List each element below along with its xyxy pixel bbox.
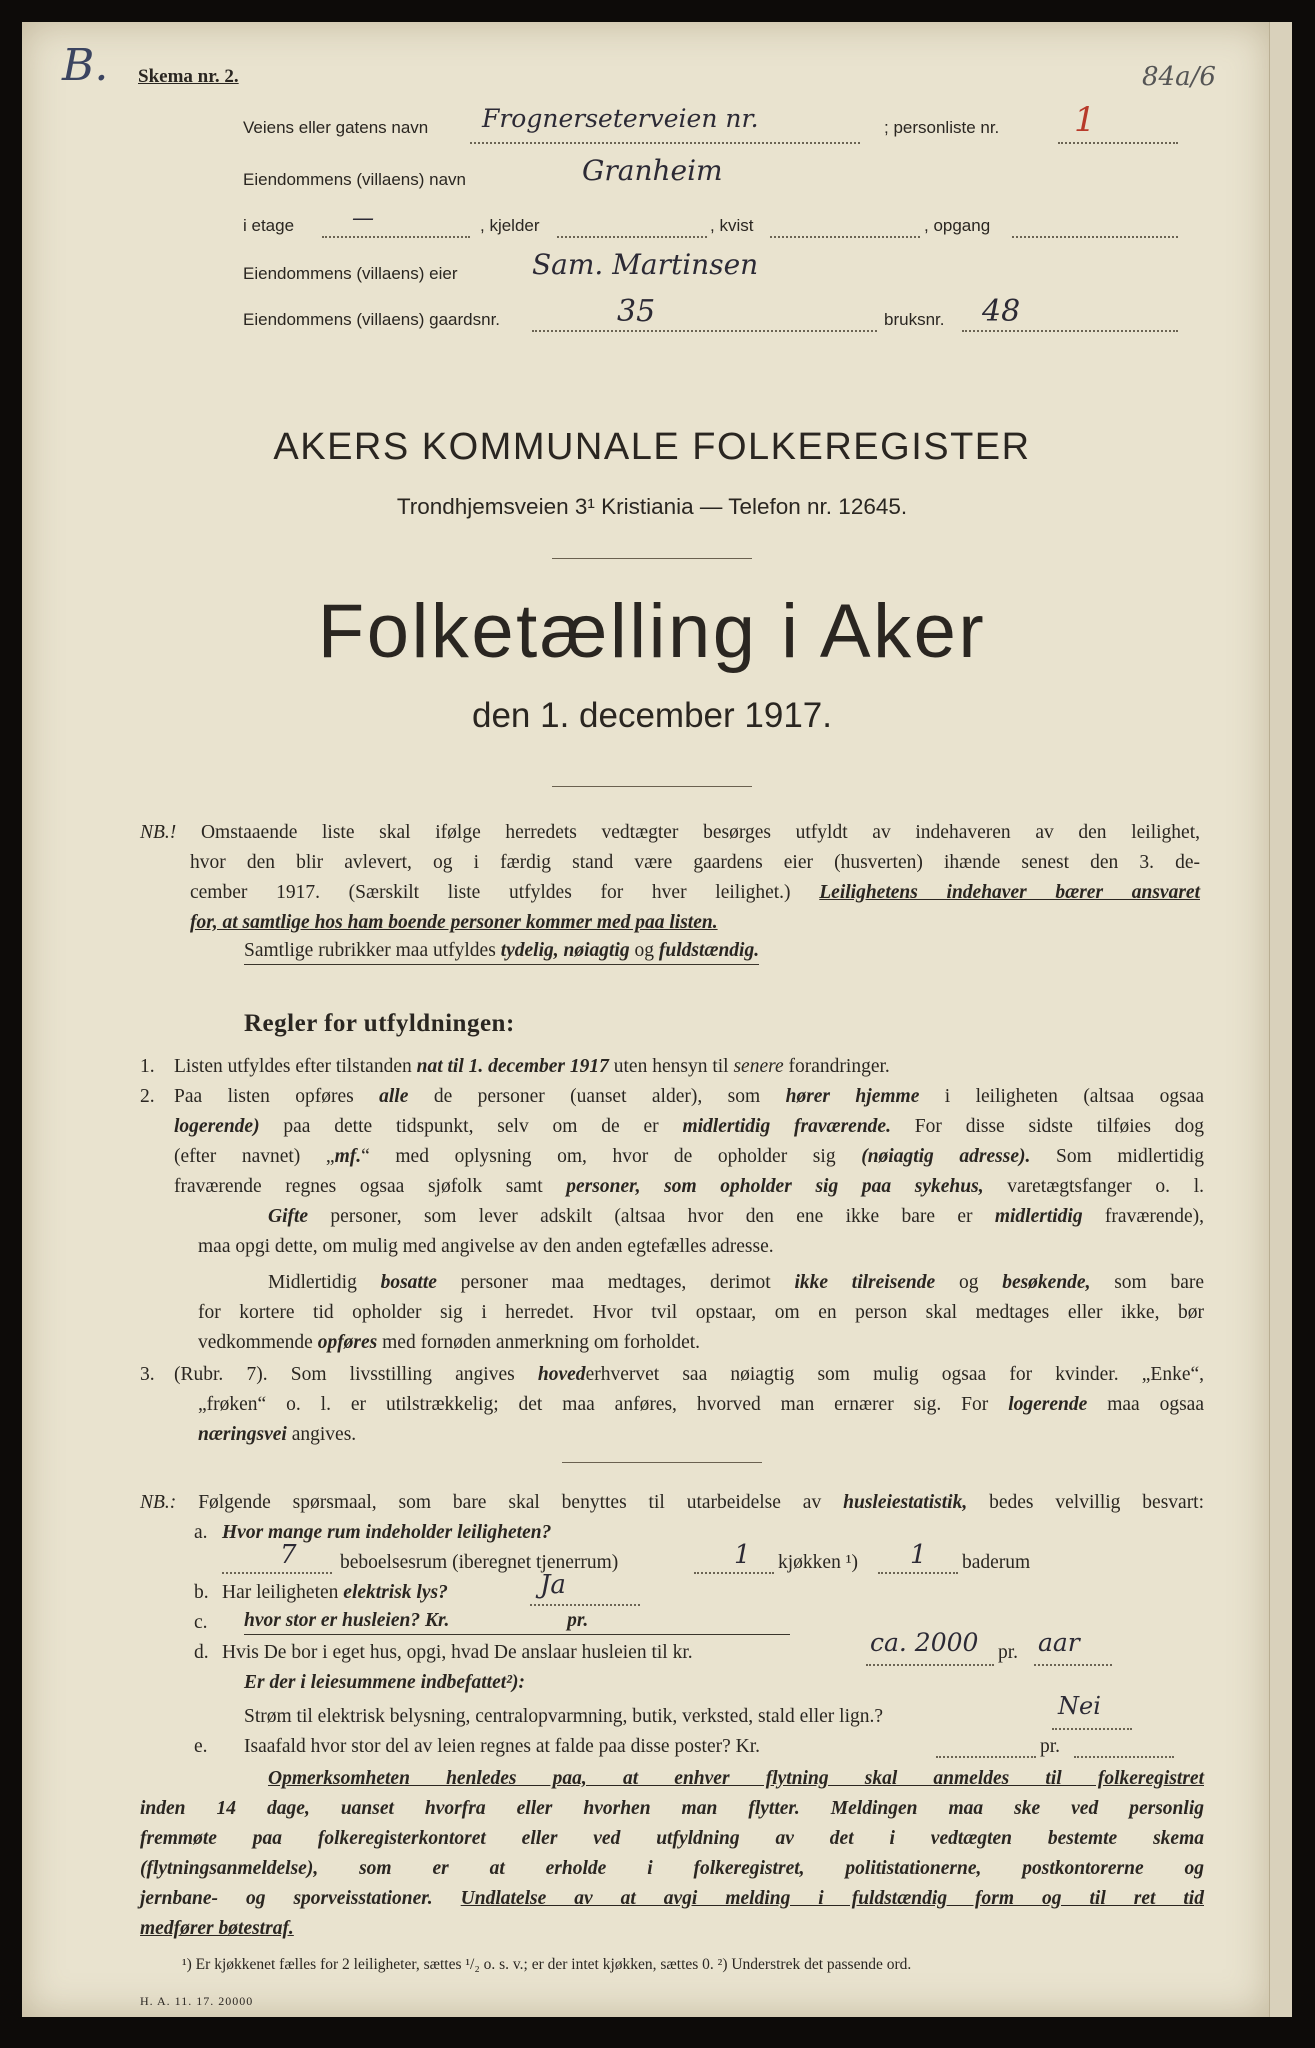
kvist-line [770, 236, 920, 238]
organization-address: Trondhjemsveien 3¹ Kristiania — Telefon nr. 12645. [396, 494, 908, 519]
property-name-label: Eiendommens (villaens) navn [243, 170, 466, 189]
q-a-label: a. [194, 1522, 208, 1543]
notice-text-5b: Undlatelse av at avgi melding i fuldstændig form og til ret tid [460, 1888, 1204, 1909]
census-date: den 1. december 1917. [472, 696, 832, 735]
rooms-label: beboelsesrum (iberegnet tjenerrum) [340, 1552, 619, 1573]
r2-l7e: og [958, 1272, 979, 1293]
r2-l9a: vedkommende [198, 1332, 313, 1353]
q-d-pr: pr. [998, 1642, 1019, 1663]
nb1-text-5d: fuldstændig. [658, 940, 760, 961]
r2-l9b: opføres [317, 1332, 378, 1353]
rule-1-text-b: nat til 1. december 1917 [416, 1056, 609, 1077]
kjelder-label: , kjelder [480, 216, 540, 235]
rule-1 [174, 1052, 890, 1082]
main-title: Folketælling i Aker [317, 589, 987, 674]
divider-3 [562, 1462, 762, 1463]
bath-label: baderum [962, 1552, 1031, 1573]
r2-l7a: Midlertidig [268, 1272, 357, 1293]
r2-l2c: midlertidig fraværende. [682, 1116, 891, 1137]
rule-1-text-e: forandringer. [788, 1056, 890, 1077]
nb1-text-3a: cember 1917. (Særskilt liste utfyldes for hver leilighet.) [190, 882, 791, 903]
nb2-intro-b: husleiestatistik, [843, 1492, 968, 1513]
footnote: ¹) Er kjøkkenet fælles for 2 leiligheter, sættes ¹/₂ o. s. v.; er der intet kjøkken, sættes 0. ²) Understrek det passende ord. [182, 1956, 912, 1973]
r2-l4b: personer, som opholder sig paa sykehus, [566, 1176, 984, 1197]
skema-number: Skema nr. 2. [138, 66, 239, 87]
bruksnr-value: 48 [982, 294, 1021, 329]
nb1-lead: NB.! [140, 822, 177, 843]
bruksnr-label: bruksnr. [884, 310, 945, 329]
r2-l1e: i leiligheten (altsaa ogsaa [944, 1086, 1205, 1107]
divider-1 [552, 558, 752, 559]
nb1-line-4: for, at samtlige hos ham boende personer kommer med paa listen. [190, 912, 718, 933]
q-b-text-b: elektrisk lys? [343, 1582, 448, 1603]
r2-l4a: fraværende regnes ogsaa sjøfolk samt [174, 1176, 543, 1197]
r2-l2d: For disse sidste tilføies dog [914, 1116, 1204, 1137]
r3-l1b: hoved [537, 1364, 586, 1385]
q-d-label: d. [194, 1642, 209, 1663]
q-e-period-line [1074, 1756, 1174, 1758]
q-c-text-a: hvor stor er husleien? [244, 1610, 421, 1631]
q-e-amount-line [936, 1756, 1036, 1758]
nb1-line-1 [140, 818, 1200, 848]
rule-2-line-8: for kortere tid opholder sig i herredet. Hvor tvil opstaar, om en person skal medtages eller ikke, bør [198, 1302, 1204, 1323]
bruksnr-line [962, 330, 1178, 332]
nb1-responsibility: Leilighetens indehaver bærer ansvaret [819, 882, 1200, 903]
notice-text-1: Opmerksomheten henledes paa, at enhver flytning skal anmeldes til folkeregistret [268, 1768, 1204, 1789]
owner-label: Eiendommens (villaens) eier [243, 264, 458, 283]
q-e-pr: pr. [1040, 1736, 1061, 1757]
etage-value: — [352, 206, 374, 231]
print-code: H. A. 11. 17. 20000 [140, 1994, 254, 2008]
q-d-question: Hvis De bor i eget hus, opgi, hvad De anslaar husleien til kr. [222, 1642, 693, 1663]
personliste-label: ; personliste nr. [884, 118, 1000, 137]
rule-3-number: 3. [140, 1364, 155, 1385]
q-e-label: e. [194, 1736, 208, 1757]
nb1-text-5a: Samtlige rubrikker maa utfyldes [244, 940, 496, 961]
etage-label: i etage [243, 216, 295, 235]
notice-line-2: inden 14 dage, uanset hvorfra eller hvorhen man flytter. Meldingen maa ske ved personlig [140, 1798, 1204, 1819]
r3-l2b: logerende [1008, 1394, 1088, 1415]
rule-2-line-4 [174, 1172, 1204, 1202]
q-c-label: c. [194, 1612, 208, 1633]
r2-l5d: fraværende), [1104, 1206, 1204, 1227]
kitchen-label: kjøkken ¹) [778, 1552, 859, 1573]
r2-l1c: de personer (uanset alder), som [433, 1086, 761, 1107]
bath-line [878, 1572, 958, 1574]
divider-2 [552, 786, 752, 787]
rent-period-line [1034, 1664, 1112, 1666]
rule-2-line-2 [174, 1112, 1204, 1142]
rule-2-line-3 [174, 1142, 1204, 1172]
rule-3-line-1 [174, 1360, 1204, 1390]
kjelder-line [557, 236, 707, 238]
rent-period-value: aar [1038, 1628, 1080, 1657]
page-edge [1269, 22, 1292, 2017]
r2-l3e: Som midlertidig [1055, 1146, 1205, 1167]
r2-l3b: mf. [334, 1146, 362, 1167]
r2-l5c: midlertidig [994, 1206, 1083, 1227]
rule-2-line-7 [268, 1268, 1204, 1298]
rooms-line [222, 1572, 332, 1574]
etage-line [322, 236, 470, 238]
r2-l7g: som bare [1114, 1272, 1205, 1293]
estimated-rent-line [866, 1664, 994, 1666]
r2-l4c: varetægtsfanger o. l. [1007, 1176, 1204, 1197]
q-b-label: b. [194, 1582, 209, 1603]
rule-1-text-a: Listen utfyldes efter tilstanden [174, 1056, 412, 1077]
gaardsnr-label: Eiendommens (villaens) gaardsnr. [243, 310, 501, 329]
rule-2-line-9 [198, 1328, 700, 1358]
r3-l3a: næringsvei [198, 1424, 287, 1445]
notice-line-5 [140, 1884, 1204, 1914]
electric-light-line [530, 1604, 640, 1606]
estimated-rent-value: ca. 2000 [870, 1628, 979, 1657]
rule-3-line-3 [198, 1420, 356, 1450]
nb1-text-5c: og [634, 940, 654, 961]
rule-2-line-1 [174, 1082, 1204, 1112]
rule-3-line-2 [198, 1390, 1204, 1420]
r2-l1d: hører hjemme [785, 1086, 920, 1107]
rule-1-number: 1. [140, 1056, 155, 1077]
r2-l7b: bosatte [380, 1272, 437, 1293]
r2-l5b: personer, som lever adskilt (altsaa hvor den ene ikke bare er [330, 1206, 973, 1227]
nb2-intro-c: bedes velvillig besvart: [989, 1492, 1205, 1513]
nb1-text-5b: tydelig, nøiagtig [500, 940, 630, 961]
r3-l2c: maa ogsaa [1107, 1394, 1204, 1415]
q-c-text-c: pr. [567, 1610, 589, 1631]
nb1-line-5 [244, 938, 759, 965]
nb1-line-2: hvor den blir avlevert, og i færdig stand være gaardens eier (husverten) ihænde senest den 3. de- [190, 852, 1200, 873]
kitchen-line [694, 1572, 774, 1574]
kvist-label: , kvist [710, 216, 754, 235]
r2-l3a: (efter navnet) „ [174, 1146, 335, 1167]
gaardsnr-line [532, 330, 877, 332]
kitchen-value: 1 [734, 1540, 751, 1570]
census-form-page [22, 22, 1270, 2017]
organization-title: AKERS KOMMUNALE FOLKEREGISTER [273, 426, 1031, 468]
r2-l5a: Gifte [268, 1206, 309, 1227]
rooms-value: 7 [280, 1540, 297, 1570]
property-name-value: Granheim [582, 154, 723, 187]
q-b-text-a: Har leiligheten [222, 1582, 339, 1603]
notice-line-6: medfører bøtestraf. [140, 1918, 294, 1939]
q-c-question [244, 1608, 790, 1635]
r2-l1a: Paa listen opføres [174, 1086, 354, 1107]
q-d-included: Er der i leiesummene indbefattet²): [244, 1672, 525, 1693]
rule-1-text-c: uten hensyn til [613, 1056, 729, 1077]
gaardsnr-value: 35 [617, 294, 656, 329]
nb2-intro [140, 1488, 1204, 1518]
q-c-text-b: Kr. [424, 1610, 450, 1631]
r3-l3b: angives. [291, 1424, 357, 1445]
rule-2-number: 2. [140, 1086, 155, 1107]
rule-2-line-5 [268, 1202, 1204, 1232]
nb2-lead: NB.: [140, 1492, 177, 1513]
street-label: Veiens eller gatens navn [243, 118, 429, 137]
nb2-intro-a: Følgende spørsmaal, som bare skal benyttes til utarbeidelse av [198, 1492, 822, 1513]
included-line [1052, 1728, 1132, 1730]
opgang-label: , opgang [924, 216, 991, 235]
rule-2-line-6: maa opgi dette, om mulig med angivelse av den anden egtefælles adresse. [198, 1236, 774, 1257]
bath-value: 1 [910, 1540, 927, 1570]
notice-line-1 [268, 1764, 1204, 1794]
r3-l1a: (Rubr. 7). Som livsstilling angives [174, 1364, 515, 1385]
r2-l2a: logerende) [174, 1116, 260, 1137]
r2-l7f: besøkende, [1002, 1272, 1091, 1293]
q-b-question [222, 1578, 448, 1608]
rule-1-text-d: senere [733, 1056, 784, 1077]
owner-value: Sam. Martinsen [532, 248, 759, 281]
opgang-line [1012, 236, 1178, 238]
r2-l1b: alle [379, 1086, 409, 1107]
r2-l9c: med fornøden anmerkning om forholdet. [382, 1332, 701, 1353]
r2-l3d: (nøiagtig adresse). [861, 1146, 1031, 1167]
notice-text-5a: jernbane- og sporveisstationer. [140, 1888, 433, 1909]
included-value: Nei [1058, 1692, 1101, 1720]
notice-line-3: fremmøte paa folkeregisterkontoret eller ved utfyldning av det i vedtægten bestemte skema [140, 1828, 1204, 1849]
notice-line-4: (flytningsanmeldelse), som er at erholde i folkeregistret, politistationerne, postkontorerne og [140, 1858, 1204, 1879]
street-value: Frognerseterveien nr. [482, 104, 759, 133]
personliste-line [1058, 142, 1178, 144]
nb1-text-1: Omstaaende liste skal ifølge herredets vedtægter besørges utfyldt av indehaveren av den leilighet, [200, 822, 1200, 843]
personliste-value: 1 [1074, 100, 1096, 140]
rules-heading: Regler for utfyldningen: [244, 1010, 515, 1037]
r3-l1c: erhvervet saa nøiagtig som mulig ogsaa for kvinder. „Enke“, [585, 1364, 1205, 1385]
r2-l3c: “ med oplysning om, hvor de opholder sig [361, 1146, 836, 1167]
electric-light-value: Ja [540, 1570, 566, 1600]
q-e-question: Isaafald hvor stor del av leien regnes at falde paa disse poster? Kr. [244, 1736, 761, 1757]
corner-mark: 84a/6 [1142, 62, 1216, 92]
q-a-question: Hvor mange rum indeholder leiligheten? [222, 1522, 552, 1543]
r3-l2a: „frøken“ o. l. er utilstrækkelig; det maa anføres, hvorved man ernærer sig. For [198, 1394, 989, 1415]
q-d-list: Strøm til elektrisk belysning, centralopvarmning, butik, verksted, stald eller lign.? [244, 1706, 884, 1727]
r2-l2b: paa dette tidspunkt, selv om de er [283, 1116, 659, 1137]
margin-mark: B. [62, 40, 109, 91]
r2-l7c: personer maa medtages, derimot [460, 1272, 771, 1293]
r2-l7d: ikke tilreisende [794, 1272, 936, 1293]
street-line [470, 142, 860, 144]
nb1-line-3 [190, 878, 1200, 908]
